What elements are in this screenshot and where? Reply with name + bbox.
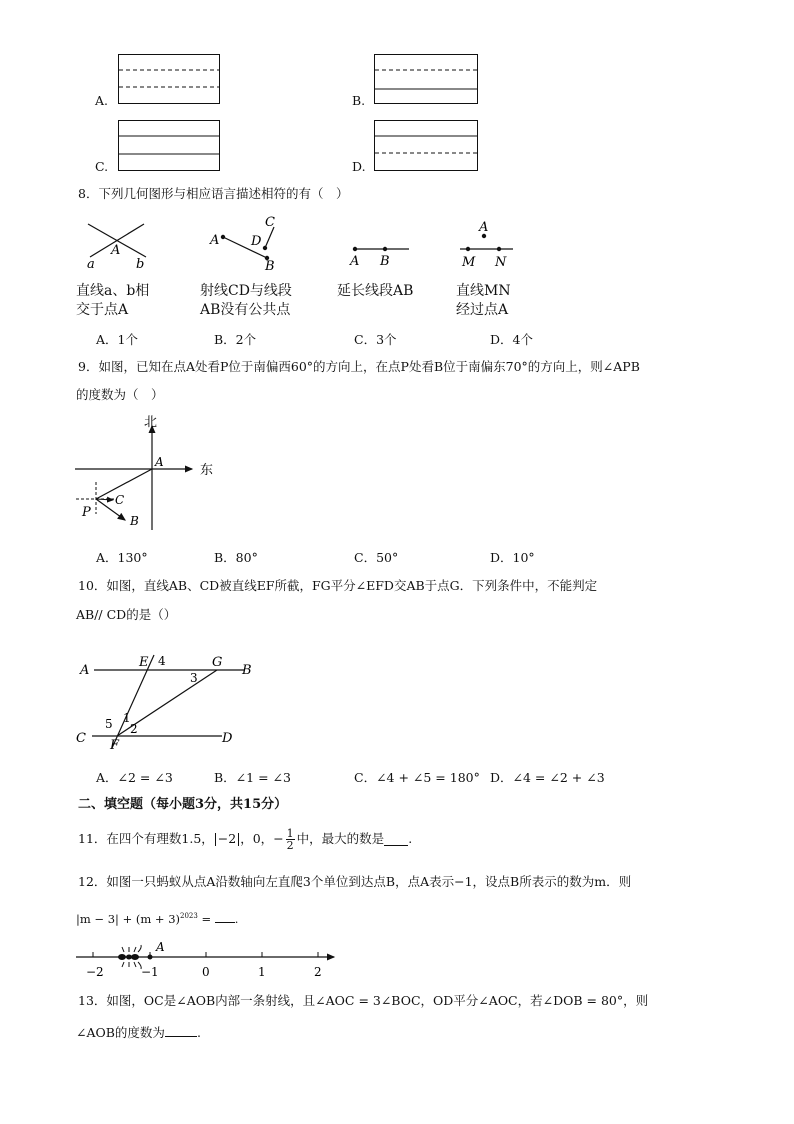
q7-option-b-label: B. [352,93,366,108]
q8-figure-2 [205,212,295,272]
q8-figure-1 [78,212,168,272]
q12-tick-label-1: 1 [258,965,266,979]
q7-option-d-label: D. [352,159,366,174]
q13-stem-line2-wrap: ∠AOB的度数为 . [76,1025,201,1040]
q8-fig1-desc [76,282,149,320]
q8-option-d[interactable]: D．4个 [490,332,533,347]
q7-option-c-label: C. [95,159,109,174]
q10-parallel-lines-figure [72,650,252,753]
q7-option-c-figure [118,120,220,171]
section2-title: 二、填空题（每小题3分，共15分） [78,797,288,812]
q8-fig2-label-a: A [210,233,220,248]
q8-fig2-label-d: D [251,234,262,249]
q12-expression: $|m - 3| + (m + 3)^{2023}$ = . [76,912,239,926]
ant-icon [118,945,141,969]
q9-option-d[interactable]: D．10° [490,550,535,565]
q10-label-a: A [80,663,90,678]
q13-stem-line1: 13．如图，OC是∠AOB内部一条射线，且∠AOC = 3∠BOC，OD平分∠AOC，若∠DOB = 80°，则 [78,993,649,1008]
q8-fig3-desc [337,282,413,301]
q10-label-angle1: 1 [123,711,131,725]
q7-option-d-figure [374,120,478,171]
q8-figure-4 [455,218,525,270]
q11-prefix: 11．在四个有理数1.5， [78,831,214,847]
q11-stem: 11．在四个有理数1.5， −2 ，0， − $\frac{1}{2}$ 中，最大的数是 . [78,827,413,852]
q9-option-a[interactable]: A．130° [96,550,148,565]
q11-fraction [286,828,295,851]
q9-label-north: 北 [144,415,158,430]
q9-label-east: 东 [200,463,214,478]
q10-option-a[interactable]: A．∠2 = ∠3 [96,770,173,785]
q8-fig4-desc-line1: 直线MN [456,283,511,299]
q8-fig2-desc [200,282,292,320]
q11-abs-value: −2 [215,833,239,846]
q12-expr-main: |m − 3| + (m + 3) [76,912,181,926]
q8-fig1-label-a: a [87,257,95,272]
q8-fig2-label-b: B [265,259,275,274]
q10-stem-line1: 10．如图，直线AB、CD被直线EF所截，FG平分∠EFD交AB于点G．下列条件中，不能判定 [78,578,598,593]
q8-fig1-label-b: b [136,257,145,272]
q11-frac-num: 1 [286,827,294,840]
q11-mid: ，0， [240,831,274,847]
q10-stem-line2: AB// CD的是（） [76,607,177,622]
q12-tick-label-2: 2 [314,965,322,979]
q10-label-e: E [139,655,149,670]
q8-option-b[interactable]: B．2个 [214,332,257,347]
q8-fig4-desc-line2: 经过点A [456,302,509,318]
q8-fig1-label-a-point: A [111,243,121,258]
q8-fig1-desc-line2: 交于点A [76,302,129,318]
q8-fig2-desc-line1: 射线CD与线段 [200,283,292,299]
q8-figure-3 [345,235,415,270]
q12-tick-label-minus1: −1 [141,965,159,979]
q7-option-a-label: A. [95,93,109,108]
q10-option-d[interactable]: D．∠4 = ∠2 + ∠3 [490,770,605,785]
q11-answer-blank[interactable] [384,833,408,846]
q10-label-angle3: 3 [190,671,198,685]
q9-stem-line2: 的度数为（ ） [76,387,164,402]
q9-label-p: P [82,505,91,520]
q9-option-c[interactable]: C．50° [354,550,399,565]
q10-label-b: B [242,663,252,678]
q8-fig1-desc-line1: 直线a、b相 [76,283,150,299]
q9-stem-line1: 9．如图，已知在点A处看P位于南偏西60°的方向上，在点P处看B位于南偏东70°的方向上，则∠APB [78,359,640,374]
q7-option-a-figure [118,54,220,104]
q10-label-d: D [222,731,233,746]
q9-compass-figure [70,412,230,537]
q8-fig3-label-b: B [380,254,390,269]
q13-stem-line2: ∠AOB的度数为 [76,1025,165,1040]
q8-fig4-desc [456,282,511,320]
q10-label-g: G [212,655,223,670]
q8-fig2-label-c: C [265,215,275,230]
q12-stem-line1: 12．如图一只蚂蚁从点A沿数轴向左直爬3个单位到达点B，点A表示−1，设点B所表示的数为m．则 [78,874,632,889]
q8-fig2-desc-line2: AB没有公共点 [200,302,291,318]
q10-label-angle5: 5 [105,717,113,731]
q10-label-f: F [110,738,120,753]
q10-option-b[interactable]: B．∠1 = ∠3 [214,770,291,785]
q8-option-c[interactable]: C．3个 [354,332,397,347]
q13-answer-blank[interactable] [165,1024,197,1037]
q8-fig4-label-n: N [495,255,507,270]
q10-label-angle2: 2 [130,722,138,736]
q9-label-b: B [130,514,139,528]
q12-equals: = [201,912,212,926]
q11-frac-sign: − [273,831,284,847]
q8-fig3-label-a: A [350,254,360,269]
q8-option-a[interactable]: A．1个 [96,332,138,347]
q8-stem: 8．下列几何图形与相应语言描述相符的有（ ） [78,186,349,201]
q10-label-c: C [76,731,86,746]
q12-answer-blank[interactable] [215,910,235,923]
q7-option-b-figure [374,54,478,104]
q8-fig4-label-a: A [479,220,489,235]
q10-option-c[interactable]: C．∠4 + ∠5 = 180° [354,770,480,785]
q8-fig3-desc-line1: 延长线段AB [337,283,414,299]
q9-option-b[interactable]: B．80° [214,550,258,565]
q10-label-angle4: 4 [158,654,166,668]
q12-tick-label-minus2: −2 [86,965,104,979]
q9-label-a: A [155,455,164,469]
q12-exponent: 2023 [180,912,198,921]
q11-frac-den: 2 [286,839,294,852]
q9-label-c: C [115,493,125,507]
q12-number-line [72,940,342,982]
q8-fig4-label-m: M [462,255,476,270]
q11-suffix: 中，最大的数是 [296,831,385,847]
q12-label-a: A [156,940,165,954]
q12-tick-label-0: 0 [202,965,210,979]
